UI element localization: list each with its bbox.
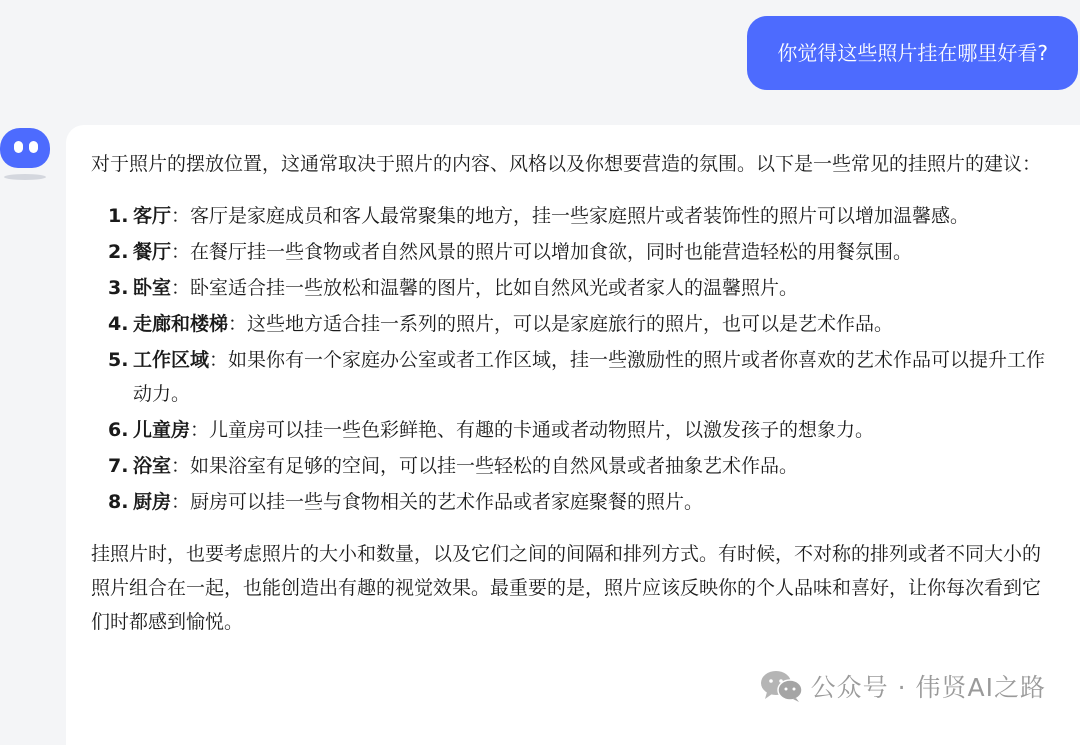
room-description: 在餐厅挂一些食物或者自然风景的照片可以增加食欲，同时也能营造轻松的用餐氛围。: [190, 241, 913, 263]
item-number: 5.: [108, 349, 129, 371]
item-number: 6.: [108, 419, 129, 441]
room-name: 厨房: [133, 491, 172, 513]
item-separator: ：: [171, 205, 191, 227]
room-description: 如果你有一个家庭办公室或者工作区域，挂一些激励性的照片或者你喜欢的艺术作品可以提升工作动力。: [133, 349, 1046, 405]
room-name: 儿童房: [133, 419, 191, 441]
list-item: [91, 449, 1046, 483]
list-item: [91, 343, 1046, 411]
list-item: [91, 271, 1046, 305]
room-description: 如果浴室有足够的空间，可以挂一些轻松的自然风景或者抽象艺术作品。: [190, 455, 799, 477]
room-description: 厨房可以挂一些与食物相关的艺术作品或者家庭聚餐的照片。: [190, 491, 704, 513]
room-name: 卧室: [133, 277, 172, 299]
item-number: 4.: [108, 313, 129, 335]
item-number: 2.: [108, 241, 129, 263]
item-separator: ：: [190, 419, 210, 441]
item-number: 1.: [108, 205, 129, 227]
room-description: 客厅是家庭成员和客人最常聚集的地方，挂一些家庭照片或者装饰性的照片可以增加温馨感。: [190, 205, 970, 227]
assistant-answer-card: [66, 125, 1080, 745]
room-description: 卧室适合挂一些放松和温馨的图片，比如自然风光或者家人的温馨照片。: [190, 277, 799, 299]
item-separator: ：: [171, 455, 191, 477]
room-description: 这些地方适合挂一系列的照片，可以是家庭旅行的照片，也可以是艺术作品。: [247, 313, 894, 335]
user-message-bubble: [747, 16, 1078, 90]
item-separator: ：: [171, 241, 191, 263]
room-name: 浴室: [133, 455, 172, 477]
answer-intro: 对于照片的摆放位置，这通常取决于照片的内容、风格以及你想要营造的氛围。以下是一些常见的挂照片的建议：: [91, 153, 1042, 175]
item-number: 3.: [108, 277, 129, 299]
user-message-text: 你觉得这些照片挂在哪里好看?: [777, 41, 1048, 65]
room-name: 工作区域: [133, 349, 210, 371]
list-item: [91, 307, 1046, 341]
item-separator: ：: [171, 491, 191, 513]
answer-conclusion: 挂照片时，也要考虑照片的大小和数量，以及它们之间的间隔和排列方式。有时候，不对称的排列或者不同大小的照片组合在一起，也能创造出有趣的视觉效果。最重要的是，照片应该反映你的个人品味和喜好，让你每次看到它们时都感到愉悦。: [91, 543, 1042, 633]
item-separator: ：: [209, 349, 229, 371]
watermark: [759, 666, 1046, 706]
watermark-text: 公众号 · 伟贤AI之路: [810, 673, 1046, 702]
room-name: 走廊和楼梯: [133, 313, 229, 335]
room-name: 餐厅: [133, 241, 172, 263]
list-item: [91, 413, 1046, 447]
item-separator: ：: [228, 313, 248, 335]
room-name: 客厅: [133, 205, 172, 227]
list-item: [91, 235, 1046, 269]
room-description: 儿童房可以挂一些色彩鲜艳、有趣的卡通或者动物照片，以激发孩子的想象力。: [209, 419, 875, 441]
avatar-right-eye: [29, 141, 38, 153]
list-item: [91, 485, 1046, 519]
item-number: 8.: [108, 491, 129, 513]
room-suggestion-list: [91, 199, 1046, 519]
avatar-shadow: [4, 174, 46, 180]
item-separator: ：: [171, 277, 191, 299]
wechat-icon: [759, 668, 805, 704]
item-number: 7.: [108, 455, 129, 477]
avatar-left-eye: [14, 141, 23, 153]
list-item: [91, 199, 1046, 233]
assistant-avatar: [0, 128, 50, 168]
